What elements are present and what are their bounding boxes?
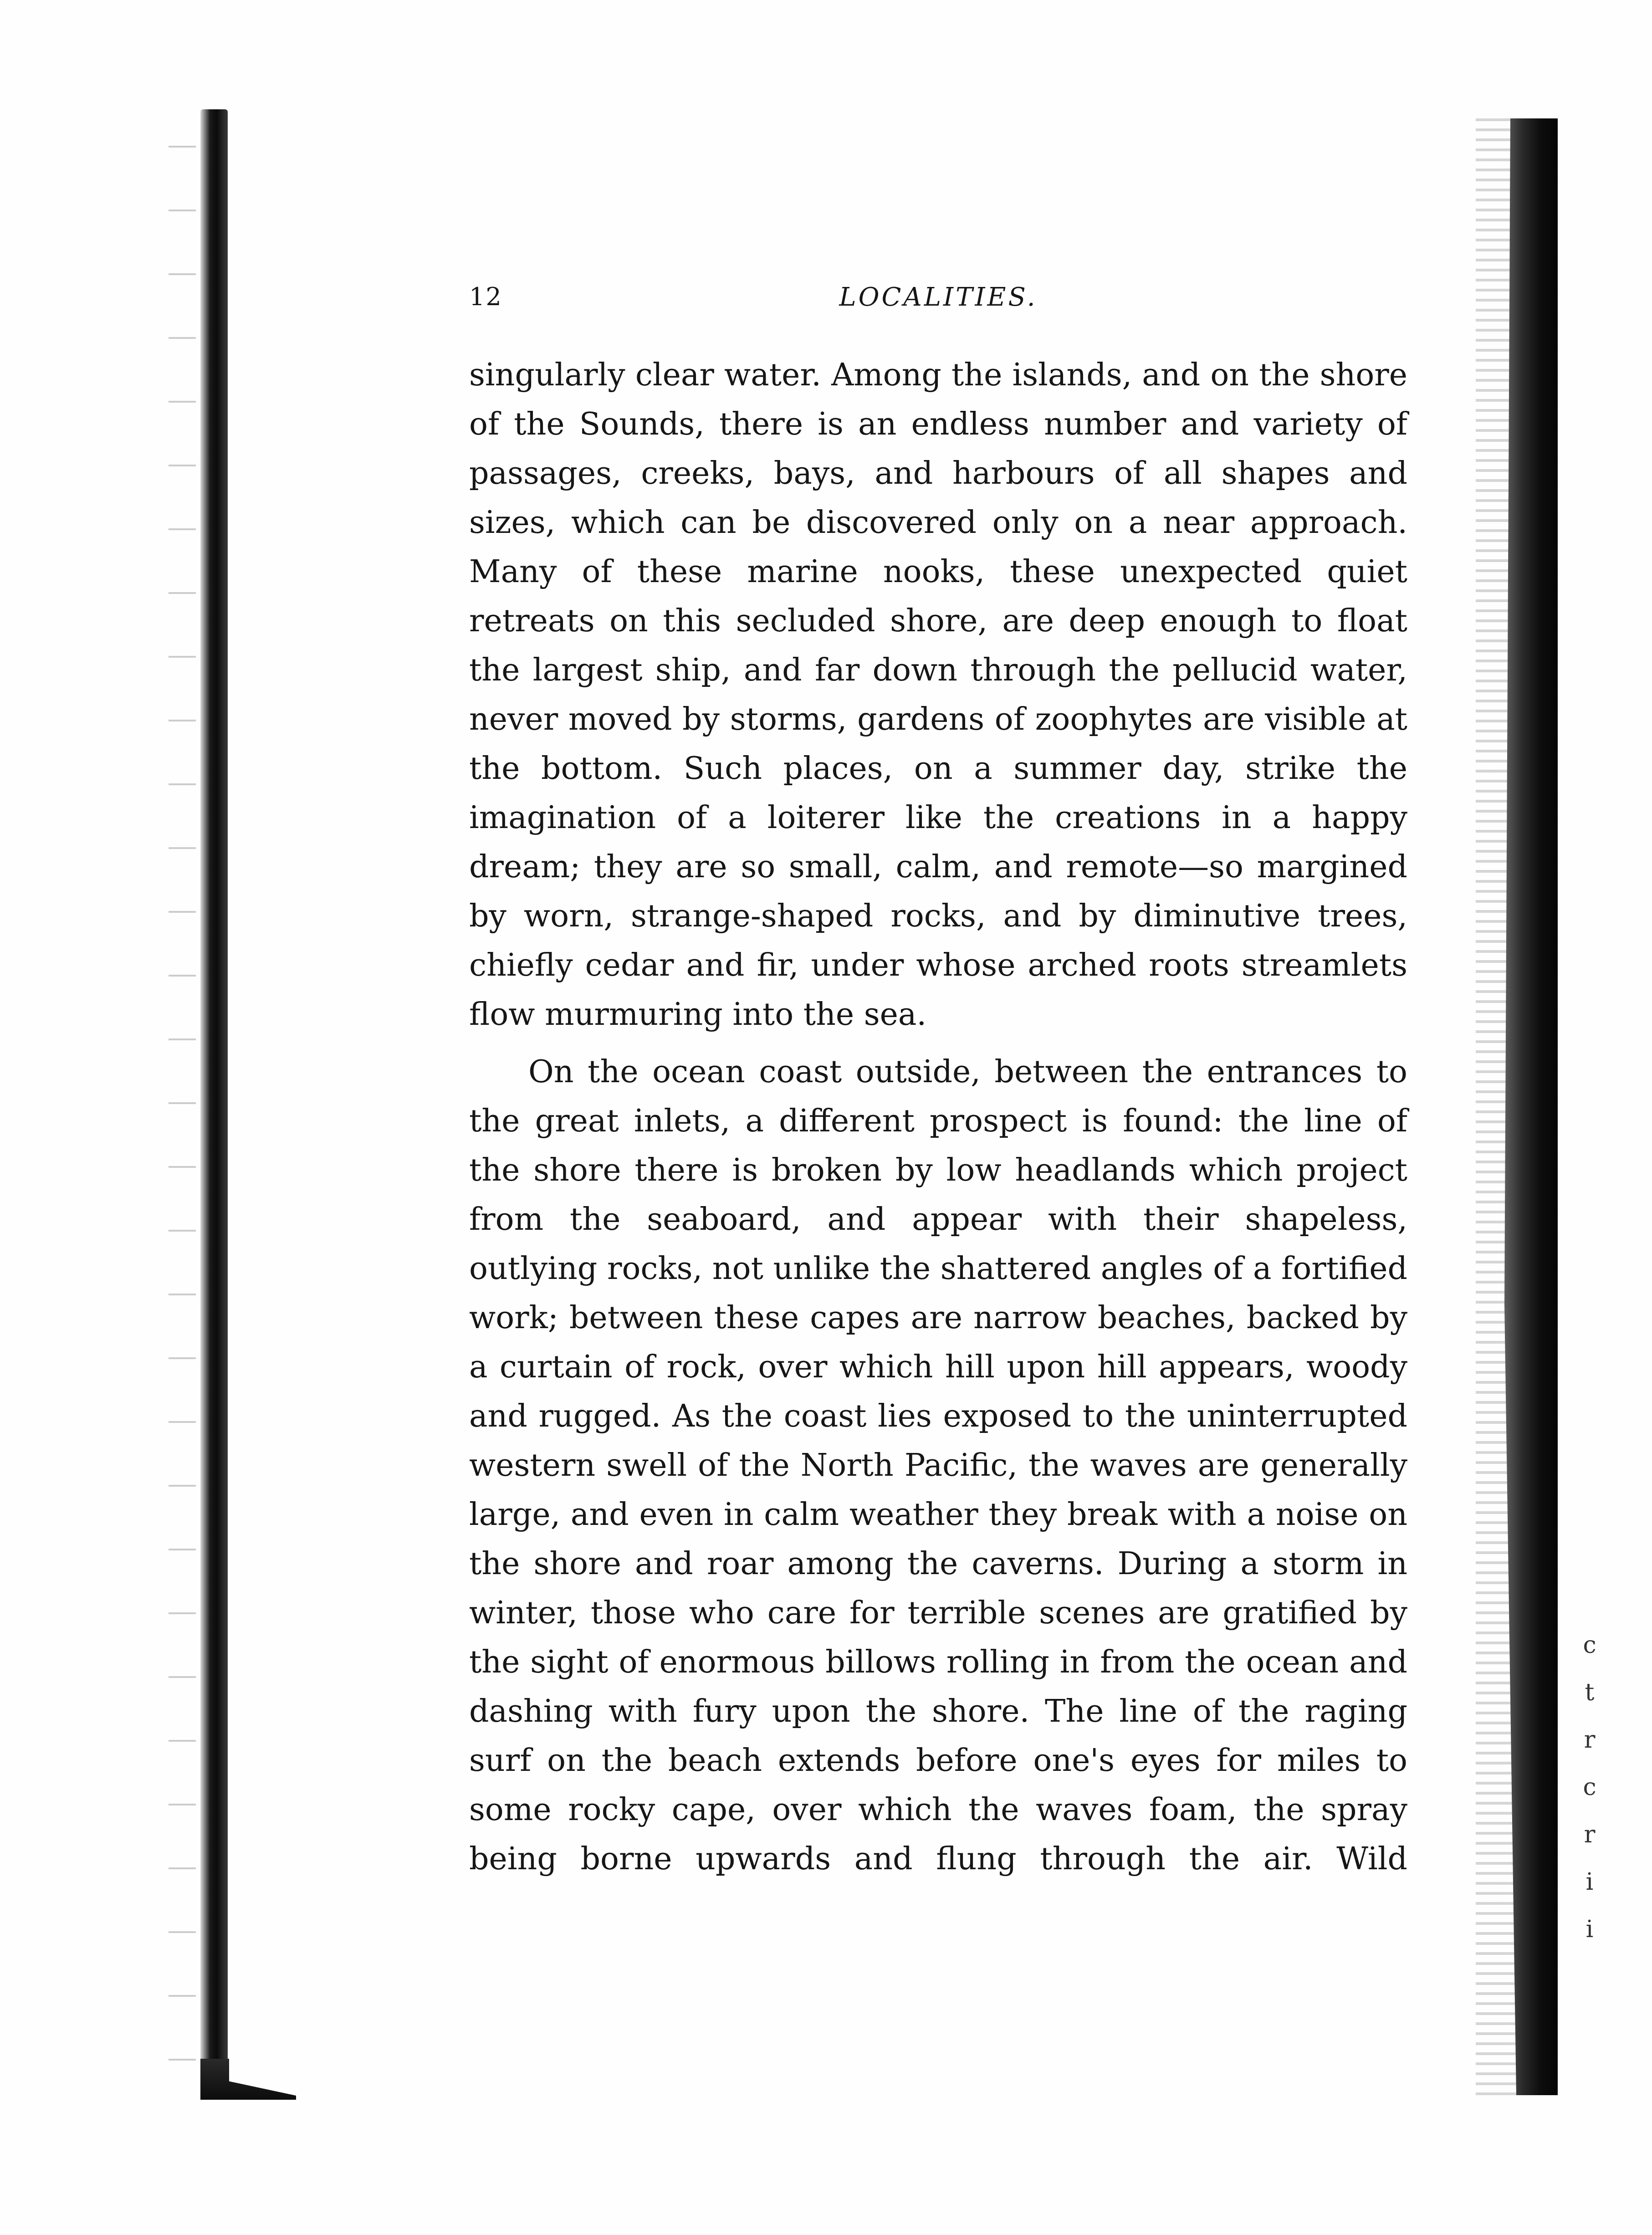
margin-glyph: t [1585, 1679, 1595, 1706]
running-head: LOCALITIES. [839, 282, 1038, 312]
margin-glyph: r [1584, 1821, 1596, 1848]
binding-specks [169, 118, 196, 2077]
body-text [469, 351, 1407, 1884]
margin-glyph: r [1584, 1726, 1596, 1754]
paragraph-2: On the ocean coast outside, between the entrances to the great inlets, a different prospect is found: the line of the shore there is broken by low headlands which project from the seaboard, and appear with their shapeless, outlying rocks, not unlike the shattered angles of a fortified work; between these capes are narrow beaches, backed by a curtain of rock, over which hill upon hill appears, woody and rugged. As the coast lies exposed to the uninterrupted western swell of the North Pacific, the waves are generally large, and even in calm weather they break with a noise on the shore and roar among the caverns. During a storm in winter, those who care for terrible scenes are gratified by the sight of enormous billows rolling in from the ocean and dashing with fury upon the shore. The line of the raging surf on the beach extends before one's eyes for miles to some rocky cape, over which the waves foam, the spray being borne upwards and flung through the air. Wild [469, 1054, 1407, 1877]
margin-glyph: i [1586, 1916, 1594, 1943]
page-number: 12 [469, 282, 502, 311]
margin-glyph: i [1586, 1868, 1594, 1896]
margin-glyph: c [1583, 1631, 1596, 1659]
margin-glyph: c [1583, 1774, 1596, 1801]
binding-shadow-left [200, 109, 228, 2095]
binding-shadow-foot [200, 2059, 296, 2100]
page-header [469, 273, 1407, 314]
paragraph-1: singularly clear water. Among the islands, and on the shore of the Sounds, there is an endless number and variety of passages, creeks, bays, and harbours of all shapes and sizes, which can be discovered only on a near approach. Many of these marine nooks, these unexpected quiet retreats on this secluded shore, are deep enough to float the largest ship, and far down through the pellucid water, never moved by storms, gardens of zoophytes are visible at the bottom. Such places, on a summer day, strike the imagination of a loiterer like the creations in a happy dream; they are so small, calm, and remote—so margined by worn, strange-shaped rocks, and by diminutive trees, chiefly cedar and fir, under whose arched roots streamlets flow murmuring into the sea. [469, 357, 1407, 1033]
margin-fragment [1576, 1621, 1603, 1953]
